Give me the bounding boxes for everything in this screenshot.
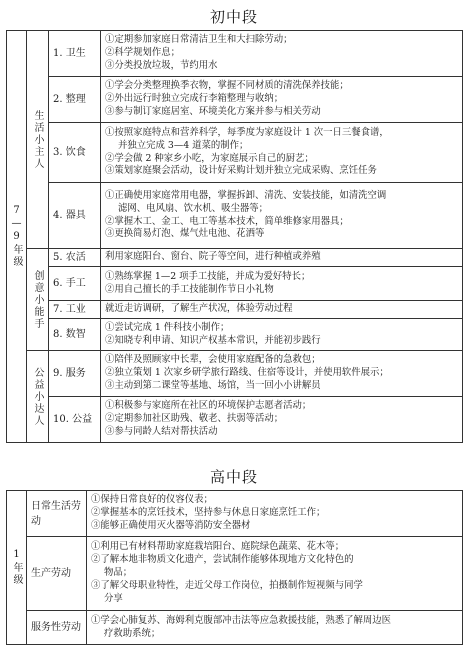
junior-activity-table	[6, 30, 463, 443]
item-content: ①尝试完成 1 件科技小制作； ②知晓专利申请、知识产权基本常识，并能初步践行	[101, 319, 463, 351]
category-life: 生活小主人	[27, 31, 49, 249]
senior-activity-table	[6, 490, 463, 645]
senior-category: 生产劳动	[27, 537, 87, 611]
item-content: 利用家庭阳台、窗台、院子等空间，进行种植或养殖	[101, 249, 463, 267]
senior-category: 服务性劳动	[27, 611, 87, 645]
item-content: 就近走访调研，了解生产状况，体验劳动过程	[101, 301, 463, 319]
junior-section-title: 初中段	[209, 8, 258, 26]
item-label: 8. 数智	[49, 319, 101, 351]
senior-content: ①保持日常良好的仪容仪表； ②掌握基本的烹饪技术，坚持参与休息日家庭烹饪工作； ③能够正确使用灭火器等消防安全器材	[87, 491, 463, 537]
item-content: ①陪伴及照顾家中长辈，会使用家庭配备的急救包； ②独立策划 1 次家乡研学旅行路线、住宿等设计，并使用软件展示； ③主动到第二课堂等基地、场馆，当一回小小讲解员	[101, 351, 463, 397]
junior-grade-cell: 7—9年级	[7, 31, 27, 443]
item-label: 9. 服务	[49, 351, 101, 397]
item-content: ①学会分类整理换季衣物，掌握不同材质的清洗保养技能； ②外出远行时独立完成行李箱整理与收纳； ③参与制订家庭居室、环境美化方案并参与相关劳动	[101, 77, 463, 123]
item-label: 10. 公益	[49, 397, 101, 443]
senior-section-title: 高中段	[209, 468, 258, 486]
item-content: ①定期参加家庭日常清洁卫生和大扫除劳动； ②科学规划作息； ③分类投放垃圾，节约用水	[101, 31, 463, 77]
item-label: 4. 器具	[49, 183, 101, 249]
item-label: 2. 整理	[49, 77, 101, 123]
item-content: ①熟练掌握 1—2 项手工技能，并成为爱好特长； ②用自己擅长的手工技能制作节日小礼物	[101, 267, 463, 301]
item-label: 1. 卫生	[49, 31, 101, 77]
item-label: 6. 手工	[49, 267, 101, 301]
senior-grade-cell: 1年级	[7, 491, 27, 645]
item-label: 7. 工业	[49, 301, 101, 319]
item-content: ①按照家庭特点和营养科学，每季度为家庭设计 1 次一日三餐食谱， 并独立完成 3—4 道菜的制作； ②学会做 2 种家乡小吃，为家庭展示自己的厨艺； ③策划家庭聚会活动，设计好采购计划并独立完成采购、烹饪任务	[101, 123, 463, 183]
senior-content: ①利用已有材料帮助家庭栽培阳台、庭院绿色蔬菜、花木等； ②了解本地非物质文化遗产，尝试制作能够体现地方文化特色的 物品； ③了解父母职业特性，走近父母工作岗位，拍摄制作短视频与同学 分享	[87, 537, 463, 611]
category-public-welfare: 公益小达人	[27, 351, 49, 443]
item-label: 5. 农活	[49, 249, 101, 267]
senior-category: 日常生活劳动	[27, 491, 87, 537]
senior-content: ①学会心肺复苏、海姆利克腹部冲击法等应急救援技能，熟悉了解周边医 疗救助系统；	[87, 611, 463, 645]
category-creative: 创意小能手	[27, 249, 49, 351]
item-content: ①正确使用家庭常用电器，掌握拆卸、清洗、安装技能，如清洗空调 滤网、电风扇、饮水机、吸尘器等； ②掌握木工、金工、电工等基本技术，简单维修家用器具； ③更换简易灯泡、煤气灶电池、花洒等	[101, 183, 463, 249]
item-content: ①积极参与家庭所在社区的环境保护志愿者活动； ②定期参加社区助残、敬老、扶弱等活动； ③参与同龄人结对帮扶活动	[101, 397, 463, 443]
item-label: 3. 饮食	[49, 123, 101, 183]
